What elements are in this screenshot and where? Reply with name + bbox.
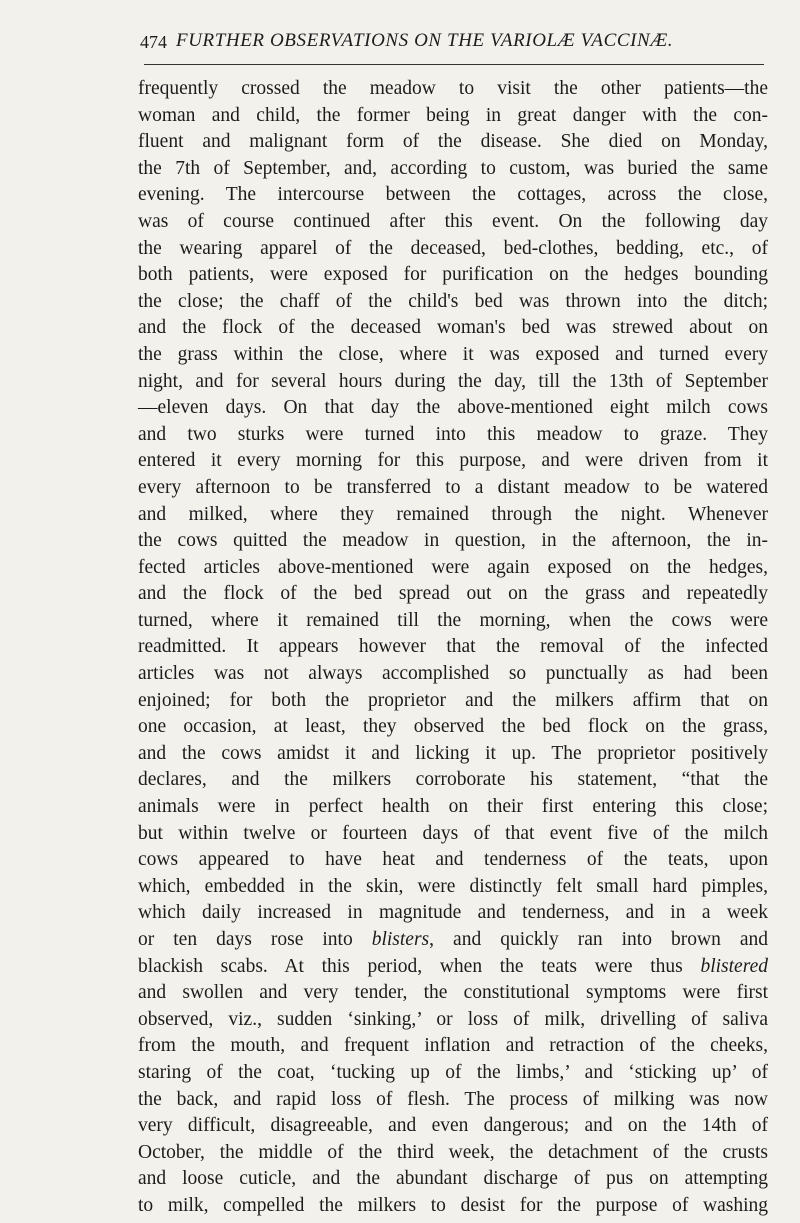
text-line: night, and for several hours during the day, till the 13th of September [138, 370, 768, 392]
text-line: the grass within the close, where it was exposed and turned every [138, 343, 768, 365]
text-line: frequently crossed the meadow to visit the other patients—the [138, 78, 768, 99]
text-line: the 7th of September, and, according to custom, was buried the same [138, 157, 768, 179]
text-line: woman and child, the former being in great danger with the con- [138, 104, 768, 126]
text-line: to milk, compelled the milkers to desist for the purpose of washing [138, 1194, 768, 1216]
text-line: readmitted. It appears however that the removal of the infected [138, 636, 768, 658]
text-segment: or ten days rose into [138, 929, 372, 950]
text-line: October, the middle of the third week, the detachment of the crusts [138, 1141, 768, 1163]
text-line: which, embedded in the skin, were distinctly felt small hard pimples, [138, 875, 768, 897]
text-line: and the flock of the deceased woman's bed was strewed about on [138, 317, 768, 339]
text-line: and the flock of the bed spread out on the grass and repeatedly [138, 583, 768, 605]
text-line: the back, and rapid loss of flesh. The process of milking was now [138, 1088, 768, 1110]
text-line: and loose cuticle, and the abundant discharge of pus on attempting [138, 1168, 768, 1190]
text-line: fluent and malignant form of the disease. She died on Monday, [138, 131, 768, 153]
running-title: FURTHER OBSERVATIONS ON THE VARIOLÆ VACCINÆ. [176, 30, 674, 51]
text-line: turned, where it remained till the morning, when the cows were [138, 609, 768, 631]
text-line: declares, and the milkers corroborate his statement, “that the [138, 769, 768, 791]
text-line: and swollen and very tender, the constitutional symptoms were first [138, 982, 768, 1004]
italic-word: blistered [700, 955, 768, 977]
text-line: observed, viz., sudden ‘sinking,’ or loss of milk, drivelling of saliva [138, 1008, 768, 1030]
text-line: fected articles above-mentioned were again exposed on the hedges, [138, 556, 768, 578]
text-line: the close; the chaff of the child's bed was thrown into the ditch; [138, 290, 768, 312]
text-line: the cows quitted the meadow in question, in the afternoon, the in- [138, 530, 768, 552]
text-line: and two sturks were turned into this meadow to graze. They [138, 423, 768, 445]
text-line: was of course continued after this event. On the following day [138, 210, 768, 232]
page-header [140, 30, 765, 56]
text-line: from the mouth, and frequent inflation and retraction of the cheeks, [138, 1035, 768, 1057]
text-segment: blackish scabs. At this period, when the teats were thus [138, 955, 701, 977]
page-number: 474 [140, 32, 167, 52]
text-line: cows appeared to have heat and tenderness of the teats, upon [138, 849, 768, 871]
text-line: —eleven days. On that day the above-mentioned eight milch cows [138, 397, 768, 419]
text-line: which daily increased in magnitude and tenderness, and in a week [138, 902, 768, 924]
text-line: very difficult, disagreeable, and even dangerous; and on the 14th of [138, 1115, 768, 1137]
text-line: one occasion, at least, they observed the bed flock on the grass, [138, 716, 768, 738]
header-rule [144, 64, 764, 65]
text-line: animals were in perfect health on their first entering this close; [138, 796, 768, 818]
text-line: both patients, were exposed for purification on the hedges bounding [138, 264, 768, 286]
text-line [138, 954, 768, 981]
text-line: every afternoon to be transferred to a distant meadow to be watered [138, 476, 768, 498]
text-line: the wearing apparel of the deceased, bed-clothes, bedding, etc., of [138, 237, 768, 259]
text-line: evening. The intercourse between the cottages, across the close, [138, 184, 768, 206]
text-line: entered it every morning for this purpose, and were driven from it [138, 450, 768, 472]
text-line: staring of the coat, ‘tucking up of the limbs,’ and ‘sticking up’ of [138, 1061, 768, 1083]
italic-word: blisters [371, 929, 430, 950]
text-line: but within twelve or fourteen days of that event five of the milch [138, 822, 768, 844]
text-line [138, 927, 768, 954]
text-line: and milked, where they remained through the night. Whenever [138, 503, 768, 525]
text-line: enjoined; for both the proprietor and the milkers affirm that on [138, 689, 768, 711]
text-line: articles was not always accomplished so punctually as had been [138, 663, 768, 685]
body-text [138, 76, 768, 1220]
text-segment: , and quickly ran into brown and [429, 929, 768, 950]
text-line: and the cows amidst it and licking it up. The proprietor positively [138, 742, 768, 764]
